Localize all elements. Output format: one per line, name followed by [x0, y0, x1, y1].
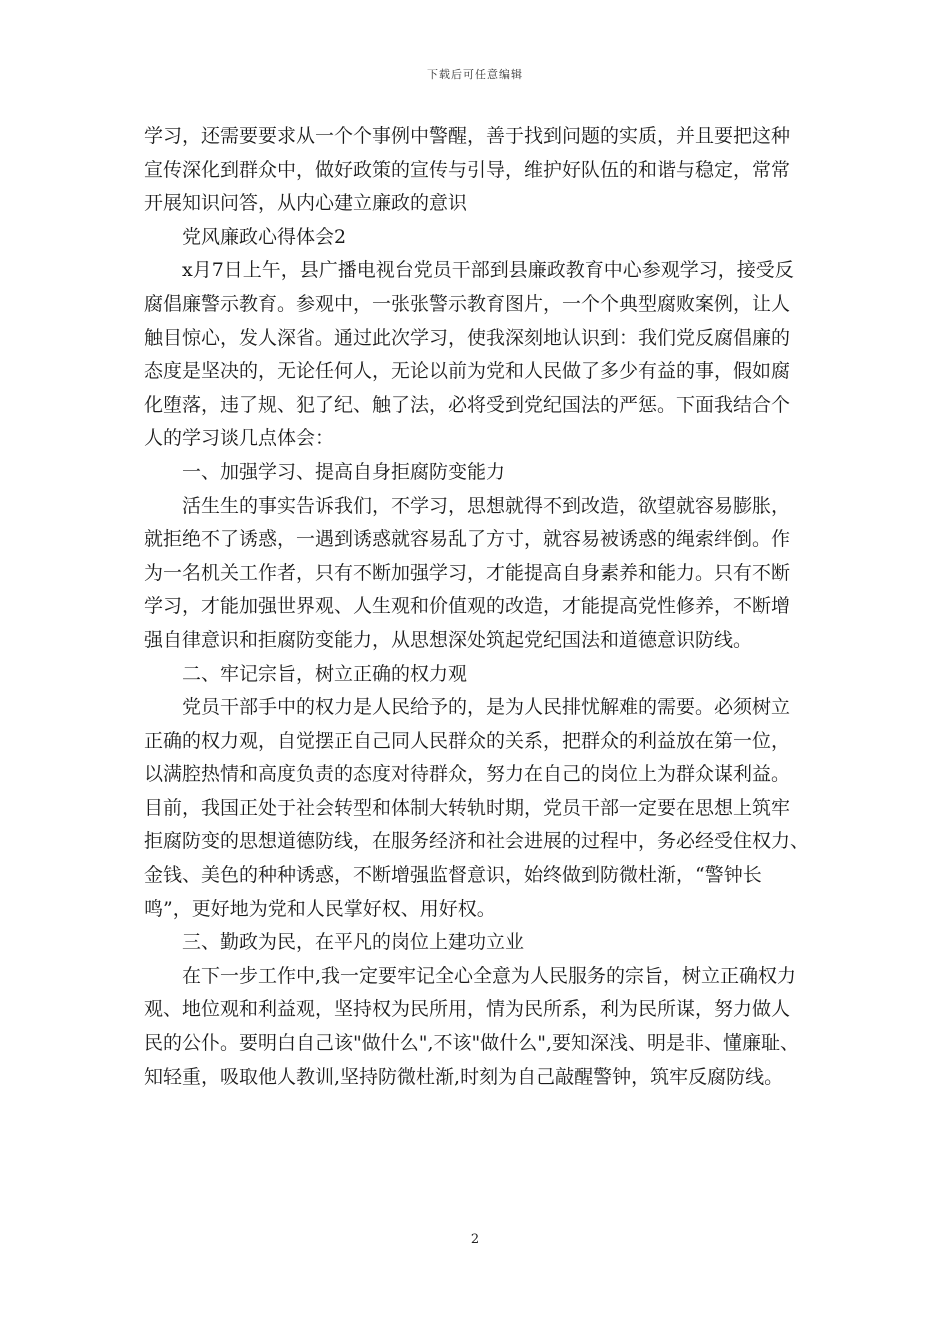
- text-line-23: 金钱、美色的种种诱惑，不断增强监督意识，始终做到防微杜渐，“警钟长: [144, 864, 762, 887]
- text-line-18: 党员干部手中的权力是人民给予的，是为人民排忧解难的需要。必须树立: [182, 696, 791, 719]
- page-header: 下载后可任意编辑: [427, 68, 523, 81]
- text-line-3: 开展知识问答，从内心建立廉政的意识: [144, 192, 468, 215]
- text-line-28: 民的公仆。要明白自己该"做什么",不该"做什么",要知深浅、明是非、懂廉耻、: [144, 1032, 800, 1055]
- text-line-10: 人的学习谈几点体会：: [144, 427, 335, 450]
- text-line-26: 在下一步工作中,我一定要牢记全心全意为人民服务的宗旨，树立正确权力: [182, 964, 797, 987]
- text-line-15: 学习，才能加强世界观、人生观和价值观的改造，才能提高党性修养，不断增: [144, 595, 791, 618]
- text-line-9: 化堕落，违了规、犯了纪、触了法，必将受到党纪国法的严惩。下面我结合个: [144, 393, 791, 416]
- text-line-27: 观、地位观和利益观，坚持权为民所用，情为民所系，利为民所谋，努力做人: [144, 998, 791, 1021]
- text-line-12: 活生生的事实告诉我们，不学习，思想就得不到改造，欲望就容易膨胀，: [182, 494, 791, 517]
- text-line-7: 触目惊心，发人深省。通过此次学习，使我深刻地认识到：我们党反腐倡廉的: [144, 326, 791, 349]
- text-line-8: 态度是坚决的，无论任何人，无论以前为党和人民做了多少有益的事，假如腐: [144, 360, 791, 383]
- subheading-1: 一、加强学习、提高自身拒腐防变能力: [182, 460, 506, 483]
- text-line-2: 宣传深化到群众中，做好政策的宣传与引导，维护好队伍的和谐与稳定，常常: [144, 158, 791, 181]
- text-line-21: 目前，我国正处于社会转型和体制大转轨时期，党员干部一定要在思想上筑牢: [144, 796, 791, 819]
- subheading-2: 二、牢记宗旨，树立正确的权力观: [182, 662, 468, 685]
- text-line-29: 知轻重，吸取他人教训,坚持防微杜渐,时刻为自己敲醒警钟，筑牢反腐防线。: [144, 1065, 784, 1088]
- text-line-1: 学习，还需要要求从一个个事例中警醒，善于找到问题的实质，并且要把这种: [144, 125, 791, 147]
- text-line-22: 拒腐防变的思想道德防线，在服务经济和社会进展的过程中，务必经受住权力、: [144, 830, 810, 853]
- text-line-13: 就拒绝不了诱惑，一遇到诱惑就容易乱了方寸，就容易被诱惑的绳索绊倒。作: [144, 528, 791, 551]
- text-line-19: 正确的权力观，自觉摆正自己同人民群众的关系，把群众的利益放在第一位，: [144, 729, 791, 752]
- text-line-5: x月7日上午，县广播电视台党员干部到县廉政教育中心参观学习，接受反: [182, 259, 794, 282]
- subheading-3: 三、勤政为民，在平凡的岗位上建功立业: [182, 931, 525, 954]
- text-line-24: 鸣”，更好地为党和人民掌好权、用好权。: [144, 897, 496, 920]
- text-line-14: 为一名机关工作者，只有不断加强学习，才能提高自身素养和能力。只有不断: [144, 561, 791, 584]
- text-line-6: 腐倡廉警示教育。参观中，一张张警示教育图片，一个个典型腐败案例，让人: [144, 292, 791, 315]
- section-title: 党风廉政心得体会2: [182, 225, 347, 248]
- page-number: 2: [470, 1232, 480, 1247]
- text-line-16: 强自律意识和拒腐防变能力，从思想深处筑起党纪国法和道德意识防线。: [144, 628, 753, 651]
- text-line-20: 以满腔热情和高度负责的态度对待群众，努力在自己的岗位上为群众谋利益。: [144, 763, 791, 786]
- document-body: [144, 120, 812, 1094]
